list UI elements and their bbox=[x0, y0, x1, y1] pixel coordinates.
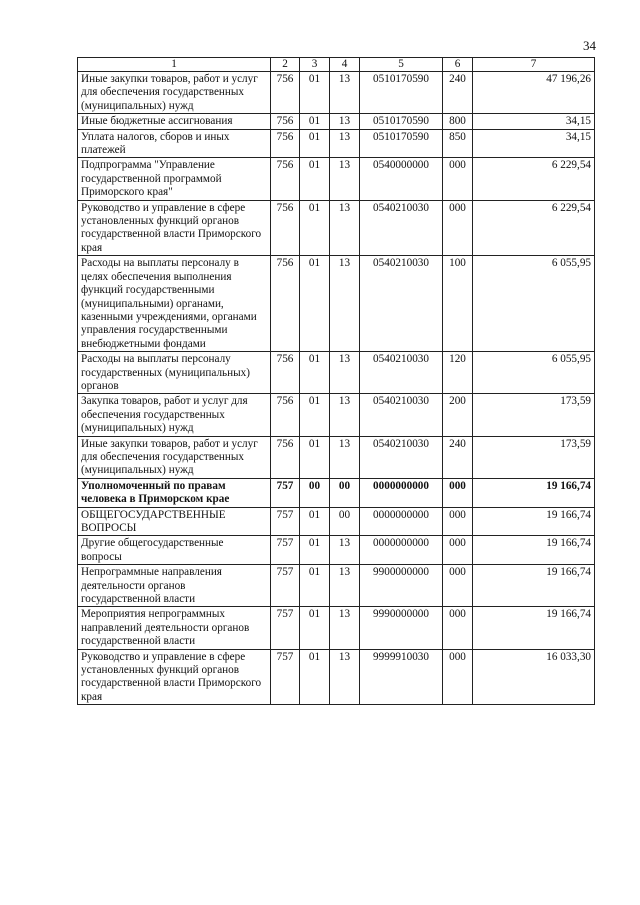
table-row bbox=[78, 114, 595, 129]
row-code-cell: 757 bbox=[271, 536, 300, 565]
row-name-cell: Закупка товаров, работ и услуг для обеспечения государственных (муниципальных) нужд bbox=[78, 394, 271, 436]
row-section-cell: 01 bbox=[300, 649, 330, 705]
row-subsection-cell: 13 bbox=[330, 114, 360, 129]
row-name-cell: Иные закупки товаров, работ и услуг для обеспечения государственных (муниципальных) нужд bbox=[78, 436, 271, 478]
row-target-article-cell: 0000000000 bbox=[360, 536, 443, 565]
table-row bbox=[78, 507, 595, 536]
table-body bbox=[78, 72, 595, 705]
table-row bbox=[78, 200, 595, 256]
row-amount-cell: 19 166,74 bbox=[473, 607, 595, 649]
row-amount-cell: 173,59 bbox=[473, 436, 595, 478]
row-expense-type-cell: 100 bbox=[443, 256, 473, 352]
row-expense-type-cell: 850 bbox=[443, 129, 473, 158]
table-row bbox=[78, 607, 595, 649]
row-subsection-cell: 13 bbox=[330, 394, 360, 436]
table-row bbox=[78, 536, 595, 565]
row-target-article-cell: 0000000000 bbox=[360, 507, 443, 536]
column-header: 4 bbox=[330, 58, 360, 72]
row-amount-cell: 173,59 bbox=[473, 394, 595, 436]
table-row bbox=[78, 478, 595, 507]
row-amount-cell: 47 196,26 bbox=[473, 72, 595, 114]
row-name-cell: Подпрограмма "Управление государственной программой Приморского края" bbox=[78, 158, 271, 200]
row-amount-cell: 6 229,54 bbox=[473, 158, 595, 200]
row-code-cell: 757 bbox=[271, 565, 300, 607]
row-expense-type-cell: 120 bbox=[443, 352, 473, 394]
row-name-cell: Руководство и управление в сфере установленных функций органов государственной власти Приморского края bbox=[78, 200, 271, 256]
column-header: 3 bbox=[300, 58, 330, 72]
row-expense-type-cell: 000 bbox=[443, 158, 473, 200]
row-expense-type-cell: 800 bbox=[443, 114, 473, 129]
row-target-article-cell: 0540000000 bbox=[360, 158, 443, 200]
row-subsection-cell: 13 bbox=[330, 536, 360, 565]
row-expense-type-cell: 000 bbox=[443, 607, 473, 649]
row-code-cell: 756 bbox=[271, 72, 300, 114]
row-section-cell: 01 bbox=[300, 436, 330, 478]
row-expense-type-cell: 000 bbox=[443, 507, 473, 536]
column-header: 1 bbox=[78, 58, 271, 72]
table-row bbox=[78, 649, 595, 705]
row-subsection-cell: 00 bbox=[330, 478, 360, 507]
row-target-article-cell: 9990000000 bbox=[360, 607, 443, 649]
row-code-cell: 756 bbox=[271, 114, 300, 129]
row-subsection-cell: 13 bbox=[330, 129, 360, 158]
table-row bbox=[78, 436, 595, 478]
table-header-row bbox=[78, 58, 595, 72]
row-subsection-cell: 13 bbox=[330, 158, 360, 200]
row-subsection-cell: 13 bbox=[330, 256, 360, 352]
row-name-cell: Расходы на выплаты персоналу государственных (муниципальных) органов bbox=[78, 352, 271, 394]
table-row bbox=[78, 129, 595, 158]
row-name-cell: Руководство и управление в сфере установленных функций органов государственной власти Приморского края bbox=[78, 649, 271, 705]
row-section-cell: 01 bbox=[300, 72, 330, 114]
row-code-cell: 756 bbox=[271, 256, 300, 352]
row-target-article-cell: 0540210030 bbox=[360, 436, 443, 478]
row-code-cell: 756 bbox=[271, 436, 300, 478]
row-target-article-cell: 0540210030 bbox=[360, 394, 443, 436]
column-header: 7 bbox=[473, 58, 595, 72]
row-name-cell: Непрограммные направления деятельности органов государственной власти bbox=[78, 565, 271, 607]
row-expense-type-cell: 000 bbox=[443, 565, 473, 607]
budget-table bbox=[77, 57, 595, 705]
row-expense-type-cell: 000 bbox=[443, 536, 473, 565]
row-subsection-cell: 13 bbox=[330, 436, 360, 478]
page-number: 34 bbox=[583, 38, 596, 53]
row-section-cell: 01 bbox=[300, 394, 330, 436]
row-code-cell: 757 bbox=[271, 649, 300, 705]
row-section-cell: 01 bbox=[300, 607, 330, 649]
row-amount-cell: 19 166,74 bbox=[473, 507, 595, 536]
row-section-cell: 00 bbox=[300, 478, 330, 507]
row-subsection-cell: 13 bbox=[330, 72, 360, 114]
row-amount-cell: 19 166,74 bbox=[473, 565, 595, 607]
row-target-article-cell: 0540210030 bbox=[360, 256, 443, 352]
row-code-cell: 757 bbox=[271, 478, 300, 507]
row-subsection-cell: 13 bbox=[330, 352, 360, 394]
row-expense-type-cell: 240 bbox=[443, 72, 473, 114]
row-subsection-cell: 00 bbox=[330, 507, 360, 536]
table-row bbox=[78, 72, 595, 114]
row-section-cell: 01 bbox=[300, 352, 330, 394]
row-amount-cell: 19 166,74 bbox=[473, 536, 595, 565]
row-name-cell: Другие общегосударственные вопросы bbox=[78, 536, 271, 565]
row-amount-cell: 6 055,95 bbox=[473, 352, 595, 394]
column-header: 2 bbox=[271, 58, 300, 72]
table-row bbox=[78, 394, 595, 436]
row-expense-type-cell: 240 bbox=[443, 436, 473, 478]
row-section-cell: 01 bbox=[300, 256, 330, 352]
row-name-cell: Уплата налогов, сборов и иных платежей bbox=[78, 129, 271, 158]
row-expense-type-cell: 200 bbox=[443, 394, 473, 436]
column-header: 6 bbox=[443, 58, 473, 72]
row-section-cell: 01 bbox=[300, 507, 330, 536]
row-amount-cell: 34,15 bbox=[473, 114, 595, 129]
row-name-cell: Иные закупки товаров, работ и услуг для обеспечения государственных (муниципальных) нужд bbox=[78, 72, 271, 114]
row-subsection-cell: 13 bbox=[330, 200, 360, 256]
row-code-cell: 757 bbox=[271, 507, 300, 536]
row-name-cell: Уполномоченный по правам человека в Приморском крае bbox=[78, 478, 271, 507]
row-subsection-cell: 13 bbox=[330, 607, 360, 649]
row-code-cell: 756 bbox=[271, 394, 300, 436]
row-target-article-cell: 9900000000 bbox=[360, 565, 443, 607]
row-section-cell: 01 bbox=[300, 114, 330, 129]
row-section-cell: 01 bbox=[300, 129, 330, 158]
row-code-cell: 757 bbox=[271, 607, 300, 649]
row-target-article-cell: 0510170590 bbox=[360, 114, 443, 129]
row-target-article-cell: 0540210030 bbox=[360, 200, 443, 256]
row-amount-cell: 16 033,30 bbox=[473, 649, 595, 705]
row-amount-cell: 34,15 bbox=[473, 129, 595, 158]
row-target-article-cell: 9999910030 bbox=[360, 649, 443, 705]
row-amount-cell: 19 166,74 bbox=[473, 478, 595, 507]
table-row bbox=[78, 565, 595, 607]
row-section-cell: 01 bbox=[300, 536, 330, 565]
row-expense-type-cell: 000 bbox=[443, 478, 473, 507]
row-subsection-cell: 13 bbox=[330, 649, 360, 705]
row-target-article-cell: 0000000000 bbox=[360, 478, 443, 507]
row-amount-cell: 6 055,95 bbox=[473, 256, 595, 352]
row-name-cell: Мероприятия непрограммных направлений деятельности органов государственной власти bbox=[78, 607, 271, 649]
row-target-article-cell: 0510170590 bbox=[360, 72, 443, 114]
row-expense-type-cell: 000 bbox=[443, 649, 473, 705]
row-expense-type-cell: 000 bbox=[443, 200, 473, 256]
column-header: 5 bbox=[360, 58, 443, 72]
table-row bbox=[78, 352, 595, 394]
row-section-cell: 01 bbox=[300, 200, 330, 256]
row-name-cell: Иные бюджетные ассигнования bbox=[78, 114, 271, 129]
table-row bbox=[78, 158, 595, 200]
row-code-cell: 756 bbox=[271, 200, 300, 256]
row-amount-cell: 6 229,54 bbox=[473, 200, 595, 256]
row-target-article-cell: 0540210030 bbox=[360, 352, 443, 394]
row-target-article-cell: 0510170590 bbox=[360, 129, 443, 158]
row-section-cell: 01 bbox=[300, 565, 330, 607]
table-row bbox=[78, 256, 595, 352]
row-name-cell: Расходы на выплаты персоналу в целях обеспечения выполнения функций государственными (муниципальными) органами, казенными учреждениями, органами управления государственными внебюджетными фондами bbox=[78, 256, 271, 352]
row-code-cell: 756 bbox=[271, 158, 300, 200]
row-name-cell: ОБЩЕГОСУДАРСТВЕННЫЕ ВОПРОСЫ bbox=[78, 507, 271, 536]
row-code-cell: 756 bbox=[271, 352, 300, 394]
row-subsection-cell: 13 bbox=[330, 565, 360, 607]
row-code-cell: 756 bbox=[271, 129, 300, 158]
row-section-cell: 01 bbox=[300, 158, 330, 200]
